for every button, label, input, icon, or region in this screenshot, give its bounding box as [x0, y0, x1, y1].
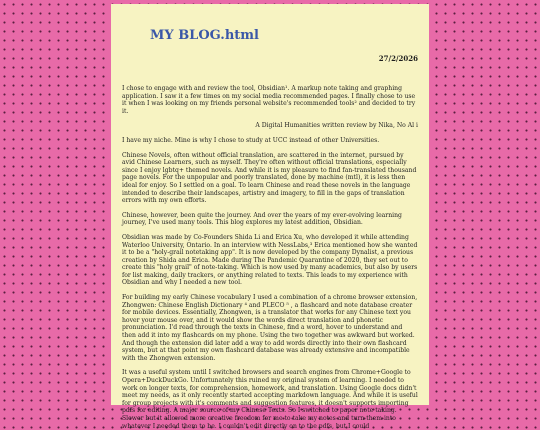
niche-paragraph: I have my niche. Mine is why I chose to study at UCC instead of other Universities.: [122, 136, 380, 144]
novels-paragraph: Chinese Novels, often without official translation, are scattered in the internet, pursued by avid Chinese Learners, such as myself. They're often without official translations, especially since I enjoy lgbtq+ themed novels. And while it is my pleasure to find fan-translated thousand page novels. For the unpopular and poorly translated, done by machine (mtl), it is less then ideal for enjoy. So I settled on a goal. To learn Chinese and read these novels in the language intended to describe their landscapes, artistry and imagery, to fill in the gaps of translation errors with my own efforts.: [122, 151, 417, 205]
post-date: 27/2/2026: [378, 54, 418, 63]
vocabulary-paragraph: For building my early Chinese vocabulary I used a combination of a chrome browser extension, Zhongwen: Chinese English Dictionary ⁴ and PLECO ⁵ , a flashcard and note database creater for mobile devices. Essentially, Zhongwen, is a translator that works for any Chinese text you hover your mouse over, and it would show the words direct translation and phonetic pronunciation. I'd read through the texts in Chinese, find a word, hover to understand and then add it into my flashcards on my phone. Using the two together was awkward but worked. And though the extension did later add a way to add words directly into their own flashcard system, but at that point my own flashcard database was already extensive and incompatible with the Zhongwen extension.: [122, 294, 418, 362]
browser-switch-paragraph: It was a useful system until I switched browsers and search engines from Chrome+Google to Opera+DuckDuckGo. Unfortunately this ruined my original system of learning. I needed to work on longer texts, for comprehension, homework, and translation. Using Google docs didn't meet my needs, as it only recently started accepting markdown language. And while it is useful for group projects with it's comments and suggestion features, it doesn't supports importing pdfs for editing. A major source of my Chinese Texts. So I switched to paper note taking. Slower but it allowed more creative freedom for me to take my notes and turn them into whatever I needed them to be. I couldn't edit directly on to the pdfs, but I could: [122, 369, 418, 430]
obsidian-history-paragraph: Obsidian was made by Co-Founders Shida Li and Erica Xu, who developed it while attending Waterloo University, Ontario. In an interview with NessLabs,³ Erica mentioned how she wanted it to be a "holy-grail notetaking app". It is now developed by the company Dynalist, a previous creation by Shida and Erica. Made during The Pandemic Quarantine of 2020, they set out to create this "holy grail" of note-taking. Which is now used by many academics, but also by users for list making, daily trackers, or anything related to texts. This leads to my experience with Obsidian and why I needed a new tool.: [122, 233, 418, 287]
intro-paragraph: I chose to engage with and review the tool, Obsidian¹. A markup note taking and graphing application. I saw it a few times on my social media recommended pages. I finally chose to use it when I was looking on my friends personal website's recommended tools² and decided to try it.: [122, 85, 416, 115]
author-credit: A Digital Humanities written review by Nika, No Al i: [255, 122, 418, 130]
journey-paragraph: Chinese, however, been quite the journey. And over the years of my ever-evolving learning journey, I've used many tools. This blog explores my latest addition, Obsidian.: [122, 211, 402, 227]
blog-page: [111, 4, 429, 430]
page-title: MY BLOG.html: [150, 28, 259, 43]
